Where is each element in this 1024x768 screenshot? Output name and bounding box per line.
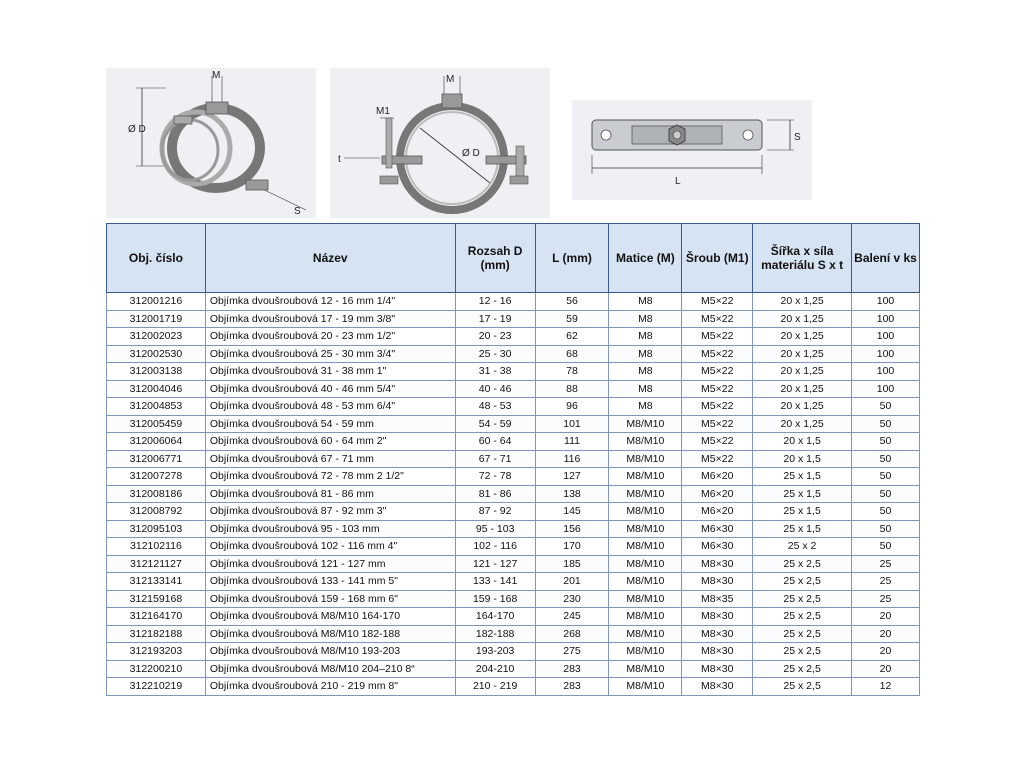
cell-rozsah-d: 67 - 71	[455, 450, 535, 468]
cell-obj-cislo: 312005459	[107, 415, 206, 433]
cell-obj-cislo: 312102116	[107, 538, 206, 556]
table-row	[107, 660, 920, 678]
cell-sroub: M6×30	[682, 538, 753, 556]
cell-rozsah-d: 102 - 116	[455, 538, 535, 556]
cell-matice: M8/M10	[609, 503, 682, 521]
cell-nazev: Objímka dvoušroubová 102 - 116 mm 4"	[205, 538, 455, 556]
cell-sroub: M5×22	[682, 363, 753, 381]
cell-l-mm: 283	[535, 660, 609, 678]
cell-nazev: Objímka dvoušroubová 48 - 53 mm 6/4"	[205, 398, 455, 416]
header-baleni: Balení v ks	[852, 224, 920, 293]
cell-obj-cislo: 312121127	[107, 555, 206, 573]
cell-baleni: 50	[852, 415, 920, 433]
middle-label-m: M	[446, 74, 455, 85]
cell-l-mm: 145	[535, 503, 609, 521]
cell-sirka-sila: 25 x 1,5	[753, 520, 852, 538]
table-row	[107, 363, 920, 381]
cell-sirka-sila: 25 x 1,5	[753, 485, 852, 503]
spec-table	[106, 223, 920, 696]
cell-l-mm: 88	[535, 380, 609, 398]
cell-sroub: M8×30	[682, 555, 753, 573]
cell-nazev: Objímka dvoušroubová 20 - 23 mm 1/2"	[205, 328, 455, 346]
cell-obj-cislo: 312182188	[107, 625, 206, 643]
table-row	[107, 485, 920, 503]
left-label-s: S	[294, 206, 301, 217]
cell-baleni: 50	[852, 398, 920, 416]
header-matice: Matice (M)	[609, 224, 682, 293]
cell-matice: M8/M10	[609, 625, 682, 643]
cell-matice: M8	[609, 398, 682, 416]
table-row	[107, 608, 920, 626]
cell-obj-cislo: 312193203	[107, 643, 206, 661]
cell-sirka-sila: 25 x 2,5	[753, 625, 852, 643]
cell-baleni: 50	[852, 433, 920, 451]
cell-rozsah-d: 12 - 16	[455, 293, 535, 311]
cell-sroub: M5×22	[682, 328, 753, 346]
cell-nazev: Objímka dvoušroubová 87 - 92 mm 3"	[205, 503, 455, 521]
table-row	[107, 293, 920, 311]
table-row	[107, 468, 920, 486]
cell-sirka-sila: 20 x 1,5	[753, 433, 852, 451]
cell-obj-cislo: 312200210	[107, 660, 206, 678]
cell-sroub: M8×30	[682, 573, 753, 591]
cell-sroub: M5×22	[682, 450, 753, 468]
cell-obj-cislo: 312210219	[107, 678, 206, 696]
cell-matice: M8/M10	[609, 415, 682, 433]
cell-nazev: Objímka dvoušroubová 40 - 46 mm 5/4"	[205, 380, 455, 398]
header-sirka-sila: Šířka x síla materiálu S x t	[753, 224, 852, 293]
cell-baleni: 12	[852, 678, 920, 696]
cell-sroub: M5×22	[682, 433, 753, 451]
cell-sirka-sila: 25 x 2,5	[753, 555, 852, 573]
cell-sroub: M6×20	[682, 485, 753, 503]
cell-baleni: 50	[852, 450, 920, 468]
cell-baleni: 20	[852, 608, 920, 626]
cell-rozsah-d: 54 - 59	[455, 415, 535, 433]
header-obj-cislo: Obj. číslo	[107, 224, 206, 293]
cell-nazev: Objímka dvoušroubová 54 - 59 mm	[205, 415, 455, 433]
cell-obj-cislo: 312006771	[107, 450, 206, 468]
cell-obj-cislo: 312001719	[107, 310, 206, 328]
middle-label-t: t	[338, 154, 341, 165]
cell-baleni: 100	[852, 310, 920, 328]
cell-baleni: 25	[852, 555, 920, 573]
cell-sroub: M5×22	[682, 398, 753, 416]
table-row	[107, 538, 920, 556]
cell-l-mm: 68	[535, 345, 609, 363]
table-row	[107, 678, 920, 696]
cell-baleni: 50	[852, 485, 920, 503]
table-row	[107, 398, 920, 416]
cell-rozsah-d: 193-203	[455, 643, 535, 661]
cell-nazev: Objímka dvoušroubová M8/M10 204–210 8“	[205, 660, 455, 678]
cell-matice: M8	[609, 363, 682, 381]
table-row	[107, 433, 920, 451]
cell-nazev: Objímka dvoušroubová M8/M10 182-188	[205, 625, 455, 643]
cell-obj-cislo: 312004853	[107, 398, 206, 416]
cell-rozsah-d: 133 - 141	[455, 573, 535, 591]
cell-sirka-sila: 25 x 2,5	[753, 660, 852, 678]
cell-matice: M8/M10	[609, 643, 682, 661]
cell-sroub: M6×20	[682, 503, 753, 521]
cell-rozsah-d: 81 - 86	[455, 485, 535, 503]
cell-rozsah-d: 40 - 46	[455, 380, 535, 398]
cell-rozsah-d: 121 - 127	[455, 555, 535, 573]
cell-rozsah-d: 48 - 53	[455, 398, 535, 416]
cell-sroub: M5×22	[682, 415, 753, 433]
cell-matice: M8/M10	[609, 485, 682, 503]
cell-rozsah-d: 72 - 78	[455, 468, 535, 486]
cell-l-mm: 268	[535, 625, 609, 643]
cell-nazev: Objímka dvoušroubová 210 - 219 mm 8"	[205, 678, 455, 696]
cell-obj-cislo: 312007278	[107, 468, 206, 486]
cell-l-mm: 275	[535, 643, 609, 661]
cell-sroub: M8×30	[682, 608, 753, 626]
cell-sirka-sila: 25 x 2,5	[753, 573, 852, 591]
clamp-isometric-diagram	[106, 68, 316, 218]
cell-baleni: 100	[852, 293, 920, 311]
cell-nazev: Objímka dvoušroubová M8/M10 164-170	[205, 608, 455, 626]
cell-nazev: Objímka dvoušroubová 17 - 19 mm 3/8"	[205, 310, 455, 328]
cell-l-mm: 59	[535, 310, 609, 328]
cell-l-mm: 201	[535, 573, 609, 591]
cell-sirka-sila: 25 x 1,5	[753, 468, 852, 486]
cell-obj-cislo: 312133141	[107, 573, 206, 591]
cell-rozsah-d: 210 - 219	[455, 678, 535, 696]
cell-baleni: 50	[852, 503, 920, 521]
cell-baleni: 100	[852, 345, 920, 363]
cell-rozsah-d: 87 - 92	[455, 503, 535, 521]
cell-matice: M8/M10	[609, 573, 682, 591]
cell-l-mm: 185	[535, 555, 609, 573]
table-row	[107, 328, 920, 346]
table-row	[107, 643, 920, 661]
cell-obj-cislo: 312002023	[107, 328, 206, 346]
middle-label-m1: M1	[376, 106, 390, 117]
table-row	[107, 555, 920, 573]
cell-matice: M8/M10	[609, 433, 682, 451]
cell-obj-cislo: 312164170	[107, 608, 206, 626]
table-row	[107, 503, 920, 521]
table-row	[107, 450, 920, 468]
table-row	[107, 310, 920, 328]
cell-l-mm: 127	[535, 468, 609, 486]
cell-nazev: Objímka dvoušroubová 159 - 168 mm 6"	[205, 590, 455, 608]
table-row	[107, 590, 920, 608]
cell-rozsah-d: 95 - 103	[455, 520, 535, 538]
header-rozsah-d: Rozsah D (mm)	[455, 224, 535, 293]
cell-matice: M8/M10	[609, 660, 682, 678]
cell-sroub: M8×30	[682, 660, 753, 678]
cell-sroub: M8×30	[682, 643, 753, 661]
left-label-d: Ø D	[128, 124, 146, 135]
cell-sroub: M8×30	[682, 625, 753, 643]
right-label-l: L	[675, 176, 681, 187]
cell-matice: M8	[609, 380, 682, 398]
cell-rozsah-d: 159 - 168	[455, 590, 535, 608]
table-header-row	[107, 224, 920, 293]
clamp-front-view-diagram	[330, 68, 550, 218]
cell-l-mm: 116	[535, 450, 609, 468]
table-row	[107, 380, 920, 398]
cell-nazev: Objímka dvoušroubová 25 - 30 mm 3/4"	[205, 345, 455, 363]
cell-sirka-sila: 20 x 1,25	[753, 293, 852, 311]
cell-sirka-sila: 20 x 1,25	[753, 363, 852, 381]
cell-obj-cislo: 312095103	[107, 520, 206, 538]
cell-l-mm: 245	[535, 608, 609, 626]
cell-sirka-sila: 20 x 1,5	[753, 450, 852, 468]
cell-l-mm: 101	[535, 415, 609, 433]
cell-baleni: 100	[852, 363, 920, 381]
cell-l-mm: 78	[535, 363, 609, 381]
cell-matice: M8/M10	[609, 678, 682, 696]
cell-baleni: 100	[852, 380, 920, 398]
cell-obj-cislo: 312002530	[107, 345, 206, 363]
cell-obj-cislo: 312008186	[107, 485, 206, 503]
cell-nazev: Objímka dvoušroubová 60 - 64 mm 2"	[205, 433, 455, 451]
header-sroub: Šroub (M1)	[682, 224, 753, 293]
cell-matice: M8	[609, 293, 682, 311]
cell-matice: M8/M10	[609, 555, 682, 573]
cell-sirka-sila: 25 x 2,5	[753, 678, 852, 696]
cell-obj-cislo: 312159168	[107, 590, 206, 608]
cell-rozsah-d: 204-210	[455, 660, 535, 678]
cell-l-mm: 170	[535, 538, 609, 556]
cell-sroub: M5×22	[682, 310, 753, 328]
cell-rozsah-d: 17 - 19	[455, 310, 535, 328]
cell-rozsah-d: 164-170	[455, 608, 535, 626]
left-label-m: M	[212, 70, 221, 81]
cell-rozsah-d: 25 - 30	[455, 345, 535, 363]
clamp-plate-diagram	[572, 100, 812, 200]
cell-matice: M8/M10	[609, 608, 682, 626]
cell-nazev: Objímka dvoušroubová 72 - 78 mm 2 1/2"	[205, 468, 455, 486]
cell-l-mm: 283	[535, 678, 609, 696]
cell-obj-cislo: 312001216	[107, 293, 206, 311]
middle-label-d: Ø D	[462, 148, 480, 159]
cell-obj-cislo: 312008792	[107, 503, 206, 521]
cell-rozsah-d: 60 - 64	[455, 433, 535, 451]
cell-baleni: 25	[852, 590, 920, 608]
cell-sirka-sila: 25 x 1,5	[753, 503, 852, 521]
cell-matice: M8/M10	[609, 538, 682, 556]
cell-sroub: M8×30	[682, 678, 753, 696]
cell-l-mm: 138	[535, 485, 609, 503]
cell-baleni: 50	[852, 538, 920, 556]
cell-baleni: 20	[852, 643, 920, 661]
cell-rozsah-d: 31 - 38	[455, 363, 535, 381]
cell-sroub: M5×22	[682, 293, 753, 311]
cell-obj-cislo: 312003138	[107, 363, 206, 381]
cell-matice: M8/M10	[609, 468, 682, 486]
cell-l-mm: 56	[535, 293, 609, 311]
cell-sirka-sila: 20 x 1,25	[753, 345, 852, 363]
cell-l-mm: 62	[535, 328, 609, 346]
cell-matice: M8/M10	[609, 450, 682, 468]
cell-nazev: Objímka dvoušroubová 121 - 127 mm	[205, 555, 455, 573]
cell-sroub: M6×30	[682, 520, 753, 538]
cell-rozsah-d: 182-188	[455, 625, 535, 643]
table-row	[107, 345, 920, 363]
cell-nazev: Objímka dvoušroubová 31 - 38 mm 1"	[205, 363, 455, 381]
cell-l-mm: 230	[535, 590, 609, 608]
cell-sirka-sila: 25 x 2,5	[753, 608, 852, 626]
cell-matice: M8/M10	[609, 590, 682, 608]
table-row	[107, 415, 920, 433]
cell-baleni: 25	[852, 573, 920, 591]
cell-sroub: M5×22	[682, 345, 753, 363]
table-row	[107, 625, 920, 643]
cell-sirka-sila: 25 x 2	[753, 538, 852, 556]
cell-sirka-sila: 20 x 1,25	[753, 380, 852, 398]
cell-nazev: Objímka dvoušroubová 95 - 103 mm	[205, 520, 455, 538]
cell-sirka-sila: 20 x 1,25	[753, 328, 852, 346]
cell-sroub: M8×35	[682, 590, 753, 608]
cell-matice: M8/M10	[609, 520, 682, 538]
cell-l-mm: 111	[535, 433, 609, 451]
cell-sirka-sila: 20 x 1,25	[753, 415, 852, 433]
cell-rozsah-d: 20 - 23	[455, 328, 535, 346]
cell-matice: M8	[609, 328, 682, 346]
cell-matice: M8	[609, 310, 682, 328]
cell-obj-cislo: 312004046	[107, 380, 206, 398]
cell-baleni: 100	[852, 328, 920, 346]
cell-l-mm: 96	[535, 398, 609, 416]
cell-nazev: Objímka dvoušroubová M8/M10 193-203	[205, 643, 455, 661]
cell-baleni: 50	[852, 468, 920, 486]
cell-sirka-sila: 25 x 2,5	[753, 643, 852, 661]
header-nazev: Název	[205, 224, 455, 293]
cell-nazev: Objímka dvoušroubová 133 - 141 mm 5"	[205, 573, 455, 591]
cell-nazev: Objímka dvoušroubová 12 - 16 mm 1/4"	[205, 293, 455, 311]
cell-nazev: Objímka dvoušroubová 81 - 86 mm	[205, 485, 455, 503]
cell-sirka-sila: 25 x 2,5	[753, 590, 852, 608]
cell-sirka-sila: 20 x 1,25	[753, 398, 852, 416]
cell-sroub: M5×22	[682, 380, 753, 398]
cell-matice: M8	[609, 345, 682, 363]
table-body	[107, 293, 920, 696]
cell-baleni: 20	[852, 660, 920, 678]
cell-baleni: 50	[852, 520, 920, 538]
header-l-mm: L (mm)	[535, 224, 609, 293]
table-row	[107, 573, 920, 591]
cell-sroub: M6×20	[682, 468, 753, 486]
cell-sirka-sila: 20 x 1,25	[753, 310, 852, 328]
right-label-s: S	[794, 132, 801, 143]
cell-baleni: 20	[852, 625, 920, 643]
cell-nazev: Objímka dvoušroubová 67 - 71 mm	[205, 450, 455, 468]
cell-l-mm: 156	[535, 520, 609, 538]
table-row	[107, 520, 920, 538]
cell-obj-cislo: 312006064	[107, 433, 206, 451]
